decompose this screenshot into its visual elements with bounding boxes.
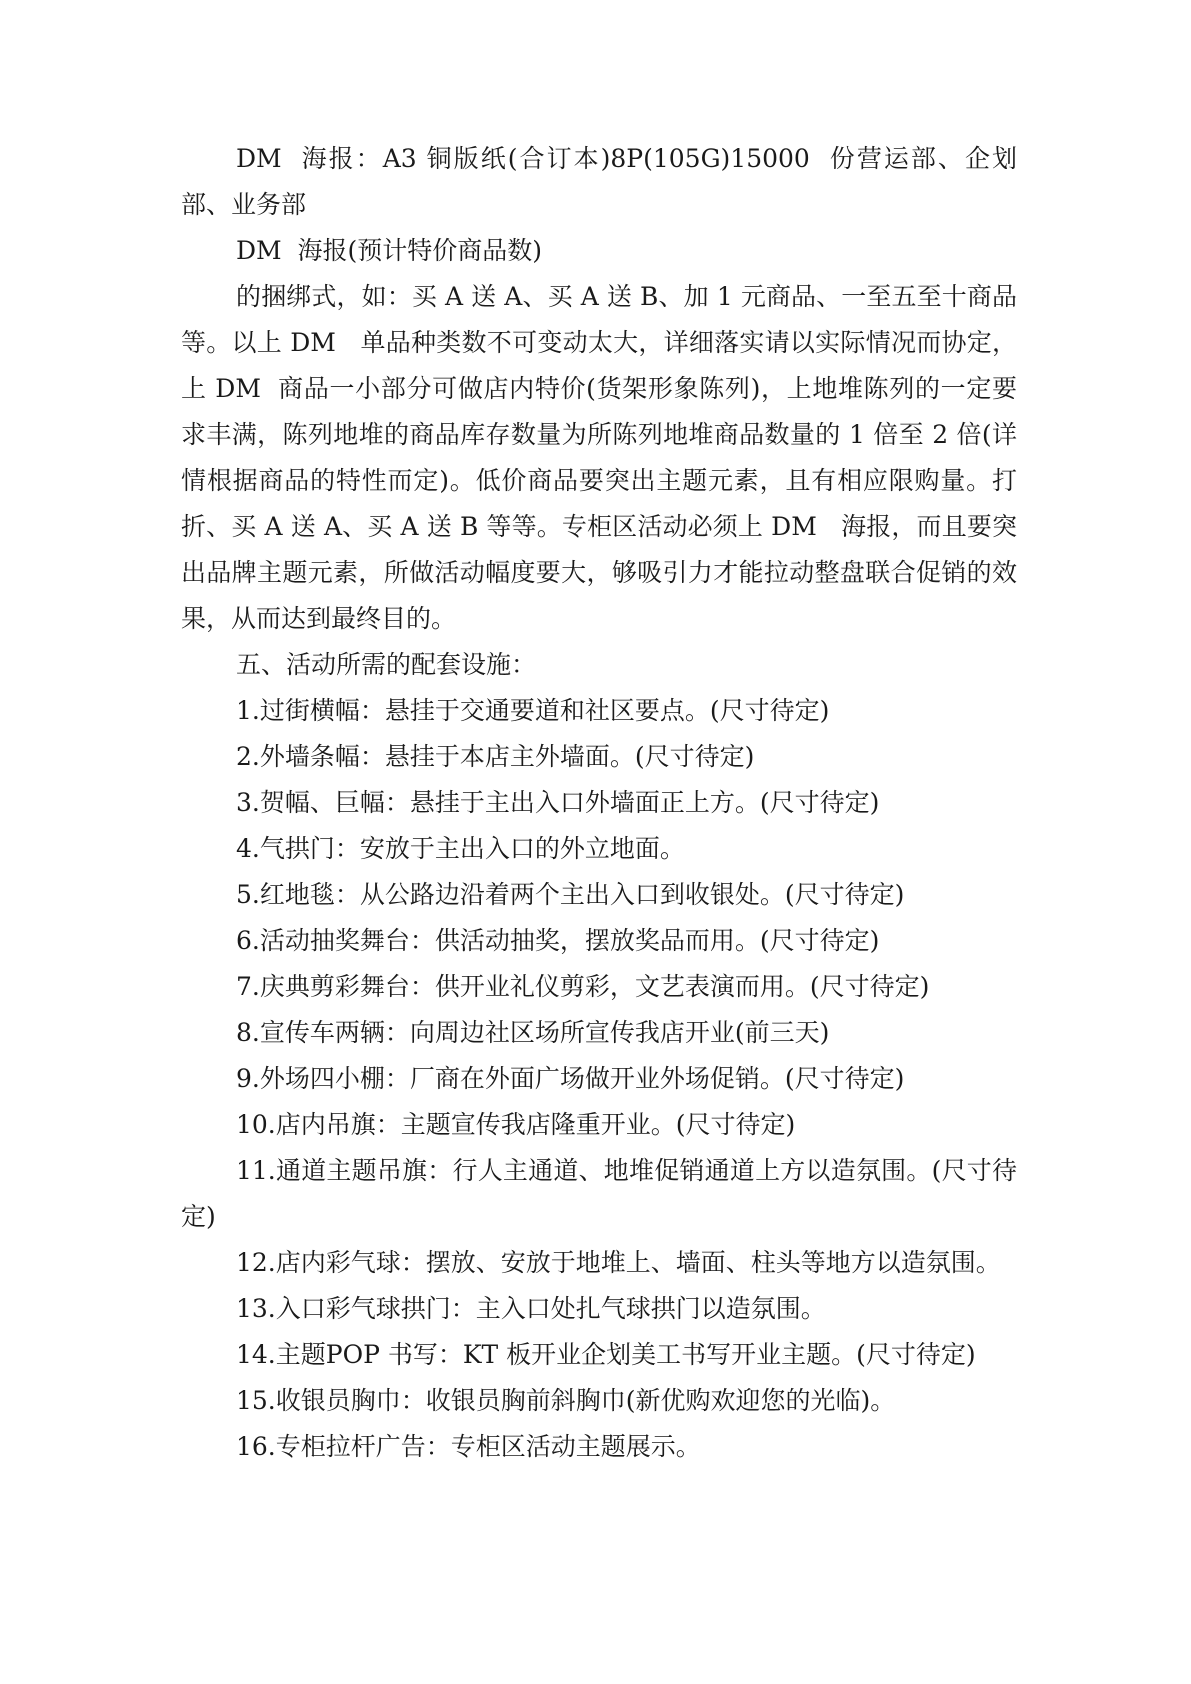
list-item: 4.气拱门：安放于主出入口的外立地面。 bbox=[236, 834, 685, 863]
list-item: 12.店内彩气球：摆放、安放于地堆上、墙面、柱头等地方以造氛围。 bbox=[236, 1248, 1001, 1277]
list-item: 13.入口彩气球拱门：主入口处扎气球拱门以造氛围。 bbox=[236, 1294, 826, 1323]
document-page bbox=[181, 136, 1017, 1470]
list-item: 16.专柜拉杆广告：专柜区活动主题展示。 bbox=[236, 1432, 701, 1461]
list-item: 15.收银员胸巾：收银员胸前斜胸巾(新优购欢迎您的光临)。 bbox=[236, 1386, 896, 1415]
list-item: 9.外场四小棚：厂商在外面广场做开业外场促销。(尺寸待定) bbox=[236, 1064, 905, 1093]
list-item: 11.通道主题吊旗：行人主通道、地堆促销通道上方以造氛围。(尺寸待定) bbox=[181, 1156, 1017, 1231]
paragraph-dm-poster-items: DM 海报(预计特价商品数) bbox=[236, 236, 543, 265]
list-item: 14.主题POP 书写：KT 板开业企划美工书写开业主题。(尺寸待定) bbox=[236, 1340, 976, 1369]
list-item: 6.活动抽奖舞台：供活动抽奖，摆放奖品而用。(尺寸待定) bbox=[236, 926, 880, 955]
paragraph-bundling-rules: 的捆绑式，如：买 A 送 A、买 A 送 B、加 1 元商品、一至五至十商品等。以上 DM 单品种类数不可变动太大，详细落实请以实际情况而协定，上 DM 商品一小部分可做店内特价(货架形象陈列)，上地堆陈列的一定要求丰满，陈列地堆的商品库存数量为所陈列地堆商品数量的 1 倍至 2 倍(详情根据商品的特性而定)。低价商品要突出主题元素，且有相应限购量。打折、买 A 送 A、买 A 送 B 等等。专柜区活动必须上 DM 海报，而且要突出品牌主题元素，所做活动幅度要大，够吸引力才能拉动整盘联合促销的效果，从而达到最终目的。 bbox=[181, 282, 1017, 633]
list-item: 10.店内吊旗：主题宣传我店隆重开业。(尺寸待定) bbox=[236, 1110, 796, 1139]
list-item: 7.庆典剪彩舞台：供开业礼仪剪彩，文艺表演而用。(尺寸待定) bbox=[236, 972, 930, 1001]
list-item: 1.过街横幅：悬挂于交通要道和社区要点。(尺寸待定) bbox=[236, 696, 830, 725]
list-item: 5.红地毯：从公路边沿着两个主出入口到收银处。(尺寸待定) bbox=[236, 880, 905, 909]
paragraph-dm-poster-spec: DM 海报：A3 铜版纸(合订本)8P(105G)15000 份营运部、企划部、业务部 bbox=[181, 144, 1017, 219]
list-item: 2.外墙条幅：悬挂于本店主外墙面。(尺寸待定) bbox=[236, 742, 755, 771]
list-item: 8.宣传车两辆：向周边社区场所宣传我店开业(前三天) bbox=[236, 1018, 830, 1047]
section-heading-facilities: 五、活动所需的配套设施： bbox=[236, 650, 537, 679]
list-item: 3.贺幅、巨幅：悬挂于主出入口外墙面正上方。(尺寸待定) bbox=[236, 788, 880, 817]
